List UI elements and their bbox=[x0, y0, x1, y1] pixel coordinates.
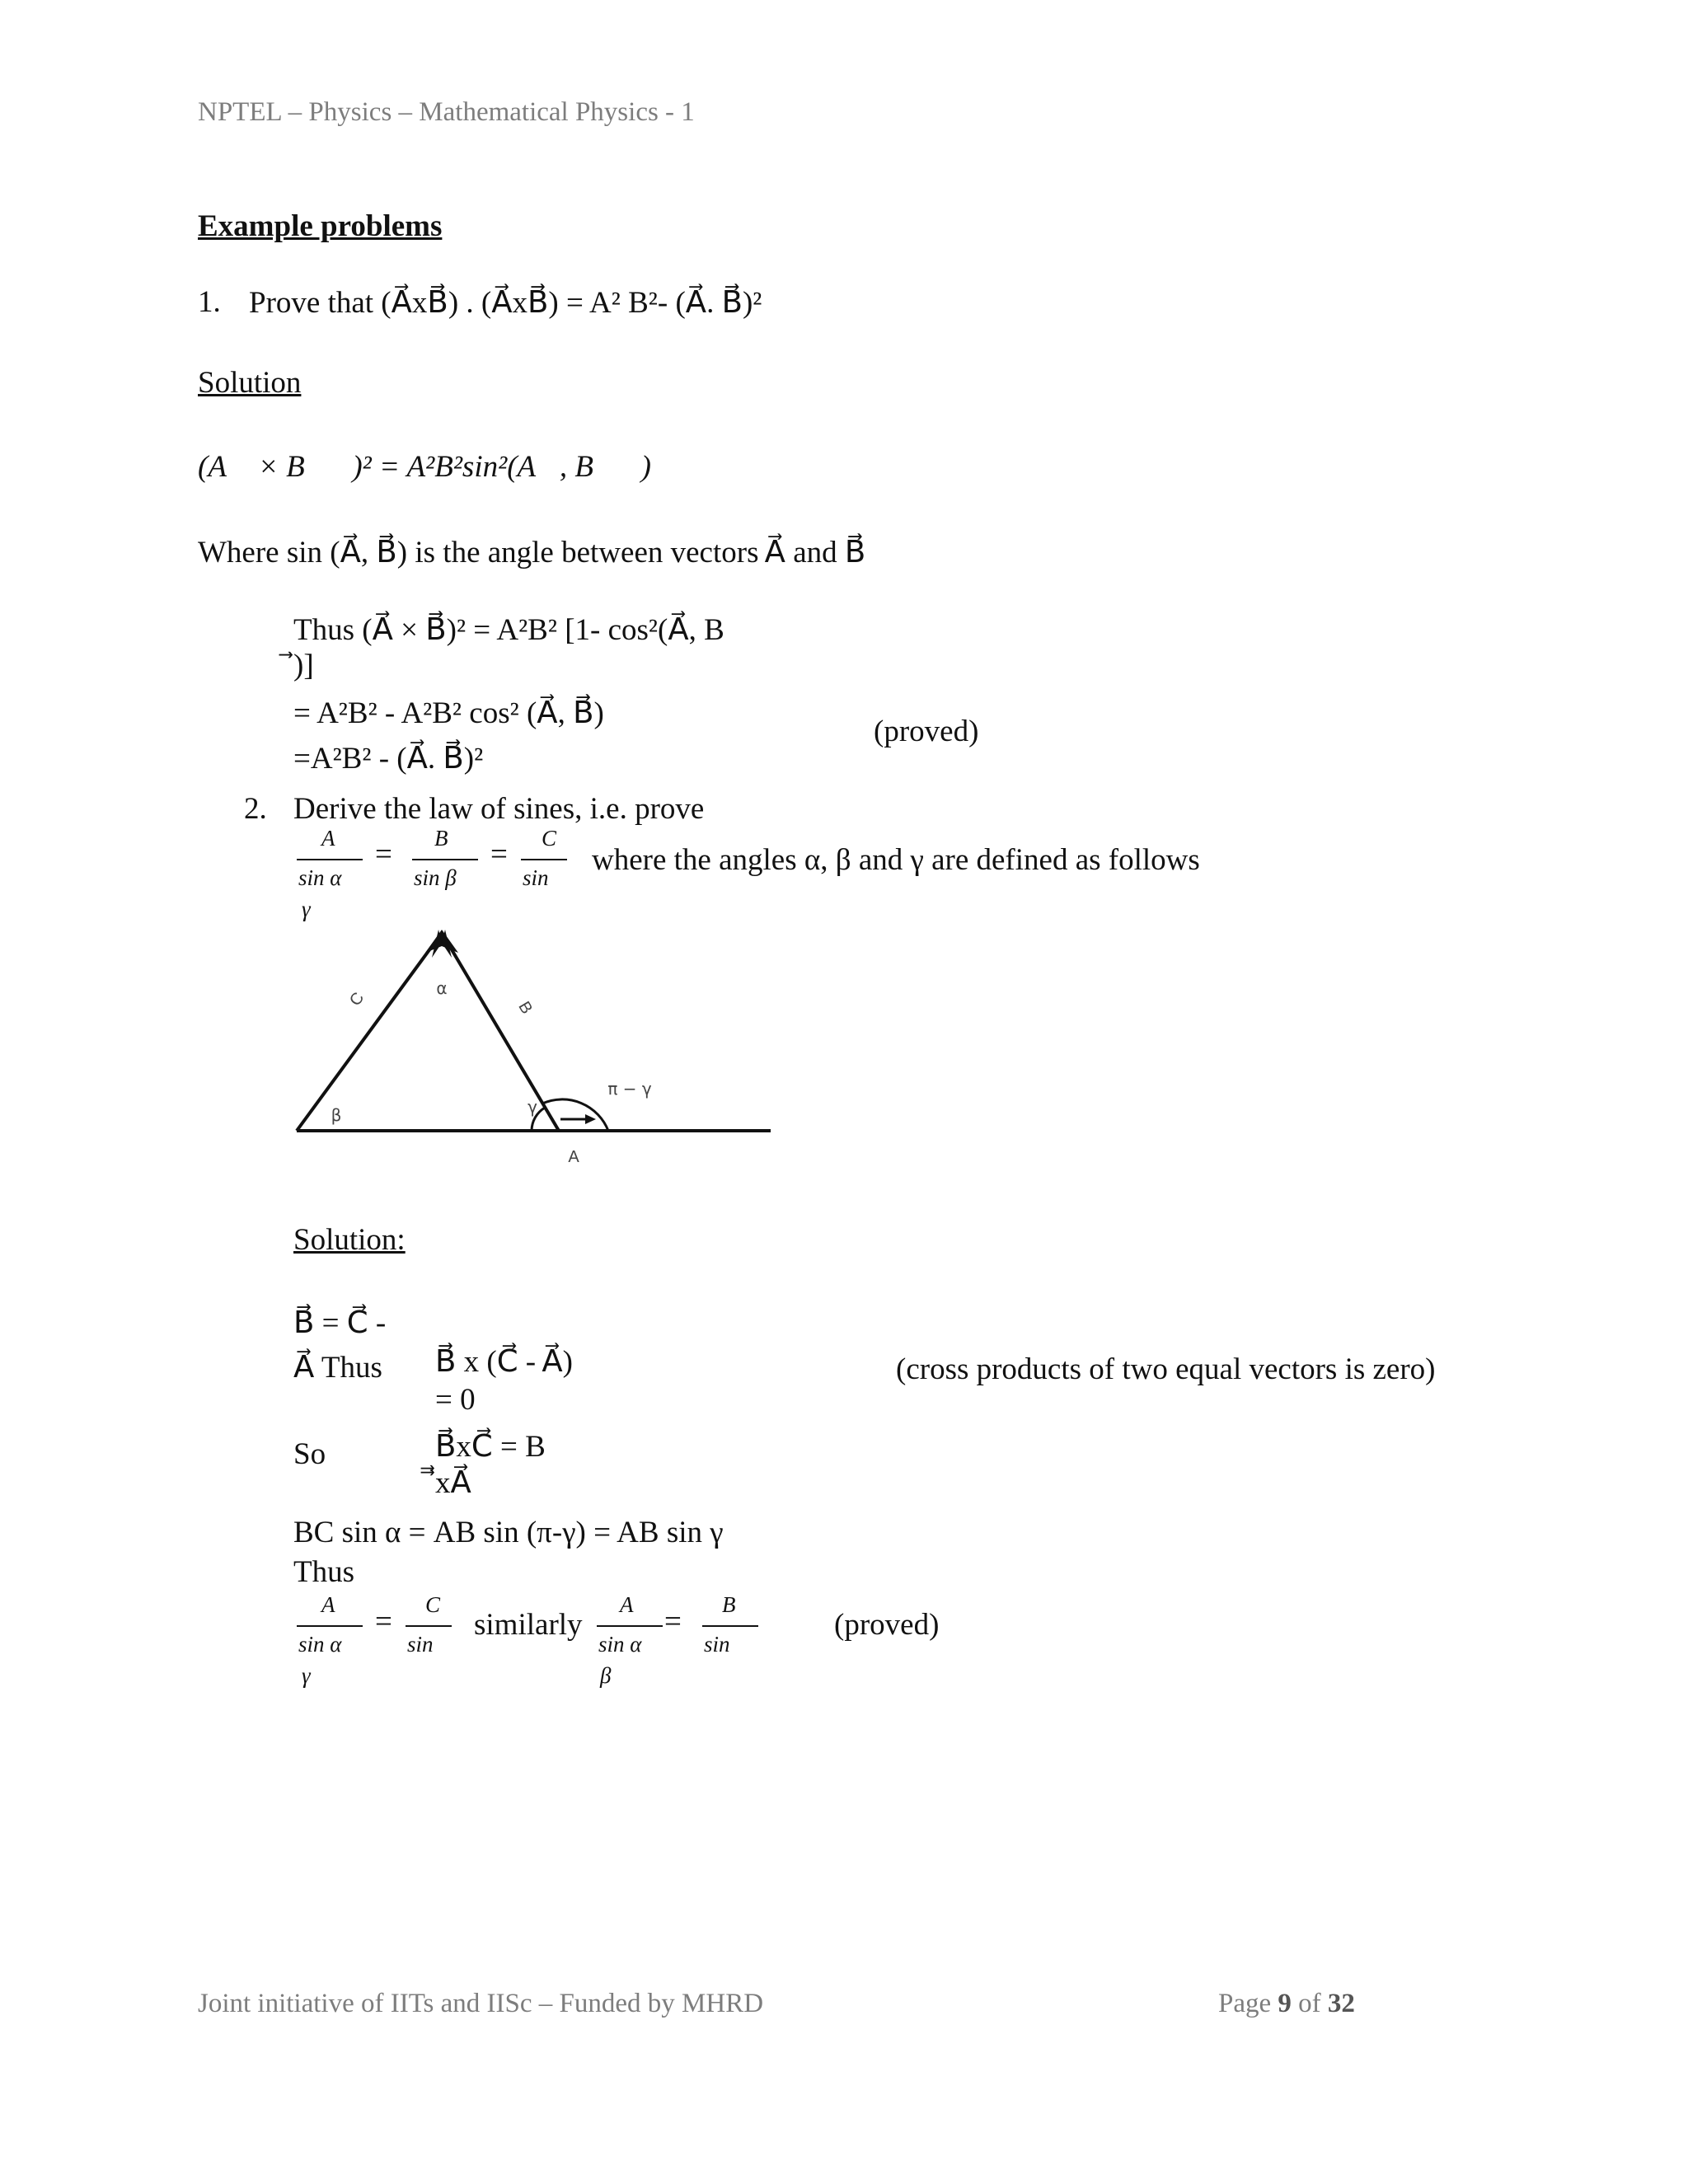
vector-a-label: A bbox=[568, 1148, 579, 1166]
solution-2-line-2a: B⃗⃗xC⃗ = B bbox=[435, 1430, 546, 1464]
similarly-text: similarly bbox=[474, 1608, 583, 1642]
beta-label: β bbox=[331, 1105, 342, 1125]
equation-1: (A⃗ × B⃗⃗)² = A²B²sin²(A⃗, B⃗⃗) bbox=[198, 450, 651, 484]
result-fraction-1-bar bbox=[297, 1625, 363, 1627]
result-equals-2: = bbox=[664, 1605, 682, 1638]
fraction-1-denominator: sin α bbox=[298, 865, 342, 890]
equals-2: = bbox=[490, 837, 508, 871]
page-word: Page bbox=[1218, 1989, 1272, 2018]
fraction-3-numerator: C bbox=[542, 826, 557, 851]
result-fraction-4-bar bbox=[702, 1625, 758, 1627]
triangle-diagram bbox=[280, 923, 775, 1187]
page-total: 32 bbox=[1327, 1989, 1355, 2018]
gamma-label: γ bbox=[528, 1097, 537, 1117]
footer-credit: Joint initiative of IITs and IISc – Funded by MHRD bbox=[198, 1989, 764, 2018]
page-number: 9 bbox=[1278, 1989, 1292, 2018]
vector-c-label: C bbox=[345, 989, 368, 1010]
result-fraction-3-bar bbox=[597, 1625, 663, 1627]
cross-product-note: (cross products of two equal vectors is zero) bbox=[896, 1352, 1436, 1386]
section-title: Example problems bbox=[198, 209, 443, 243]
solution-2-line-3: BC sin α = AB sin (π-γ) = AB sin γ bbox=[293, 1516, 724, 1549]
thus-label: Thus bbox=[293, 1555, 354, 1589]
solution-2-line-1d: = 0 bbox=[435, 1383, 476, 1417]
fraction-2-numerator: B bbox=[434, 826, 448, 851]
result-fraction-2-bar bbox=[406, 1625, 452, 1627]
vector-b-label: B bbox=[514, 998, 537, 1018]
fraction-3-bar bbox=[521, 859, 567, 860]
result-fraction-1-denominator: sin α bbox=[298, 1632, 342, 1657]
fraction-2-bar bbox=[412, 859, 478, 860]
derivation-line-3: =A²B² - (A⃗. B⃗⃗)² bbox=[293, 742, 484, 776]
result-fraction-4-denominator: sin bbox=[704, 1632, 730, 1657]
result-fraction-1-tail: γ bbox=[302, 1663, 311, 1688]
fraction-1-tail: γ bbox=[302, 897, 311, 921]
problem-2-statement: Derive the law of sines, i.e. prove bbox=[293, 792, 705, 826]
equals-1: = bbox=[375, 837, 392, 871]
proved-1: (proved) bbox=[874, 715, 979, 748]
thus-line-b: ⃗⃗)] bbox=[293, 649, 314, 682]
solution-2-line-1a: B⃗⃗ = C⃗ - bbox=[293, 1306, 387, 1340]
so-label: So bbox=[293, 1437, 326, 1471]
fraction-1-bar bbox=[297, 859, 363, 860]
result-fraction-1-numerator: A bbox=[321, 1592, 335, 1617]
thus-line-a: Thus (A⃗ × B⃗⃗)² = A²B² [1- cos²(A⃗, B bbox=[293, 613, 724, 647]
solution-2-line-1b: A⃗ Thus bbox=[293, 1351, 382, 1385]
alpha-label: α bbox=[436, 978, 448, 998]
fraction-1-numerator: A bbox=[321, 826, 335, 851]
derivation-line-2: = A²B² - A²B² cos² (A⃗, B⃗⃗) bbox=[293, 696, 604, 730]
problem-2-number: 2. bbox=[244, 792, 267, 826]
solution-2-line-2b: ⃗⃗xA⃗ bbox=[435, 1466, 471, 1500]
page-indicator bbox=[1218, 1989, 1355, 2019]
result-fraction-3-tail: β bbox=[600, 1663, 612, 1688]
of-word: of bbox=[1298, 1989, 1321, 2018]
result-equals-1: = bbox=[375, 1605, 392, 1638]
result-fraction-4-numerator: B bbox=[722, 1592, 736, 1617]
result-fraction-3-denominator: sin α bbox=[598, 1632, 642, 1657]
result-fraction-2-denominator: sin bbox=[407, 1632, 434, 1657]
solution-2-line-1c: B⃗⃗ x (C⃗ - A⃗) bbox=[435, 1345, 573, 1379]
problem-1-statement: Prove that (A⃗xB⃗⃗) . (A⃗xB⃗⃗) = A² B²- (A⃗. B⃗⃗)² bbox=[249, 286, 762, 320]
fraction-3-denominator: sin bbox=[523, 865, 549, 890]
fraction-2-denominator: sin β bbox=[414, 865, 457, 890]
result-fraction-3-numerator: A bbox=[620, 1592, 634, 1617]
pi-minus-gamma-label: π − γ bbox=[607, 1079, 652, 1099]
solution-1-label: Solution bbox=[198, 366, 302, 400]
angles-defined-text: where the angles α, β and γ are defined as follows bbox=[592, 843, 1200, 877]
proved-2: (proved) bbox=[834, 1608, 940, 1642]
solution-2-label: Solution: bbox=[293, 1223, 406, 1257]
page-header: NPTEL – Physics – Mathematical Physics - 1 bbox=[198, 97, 695, 127]
result-fraction-2-numerator: C bbox=[425, 1592, 441, 1617]
where-text: Where sin (A⃗, B⃗⃗) is the angle between vectors A⃗ and B⃗⃗ bbox=[198, 536, 866, 569]
problem-1-number: 1. bbox=[198, 285, 221, 319]
